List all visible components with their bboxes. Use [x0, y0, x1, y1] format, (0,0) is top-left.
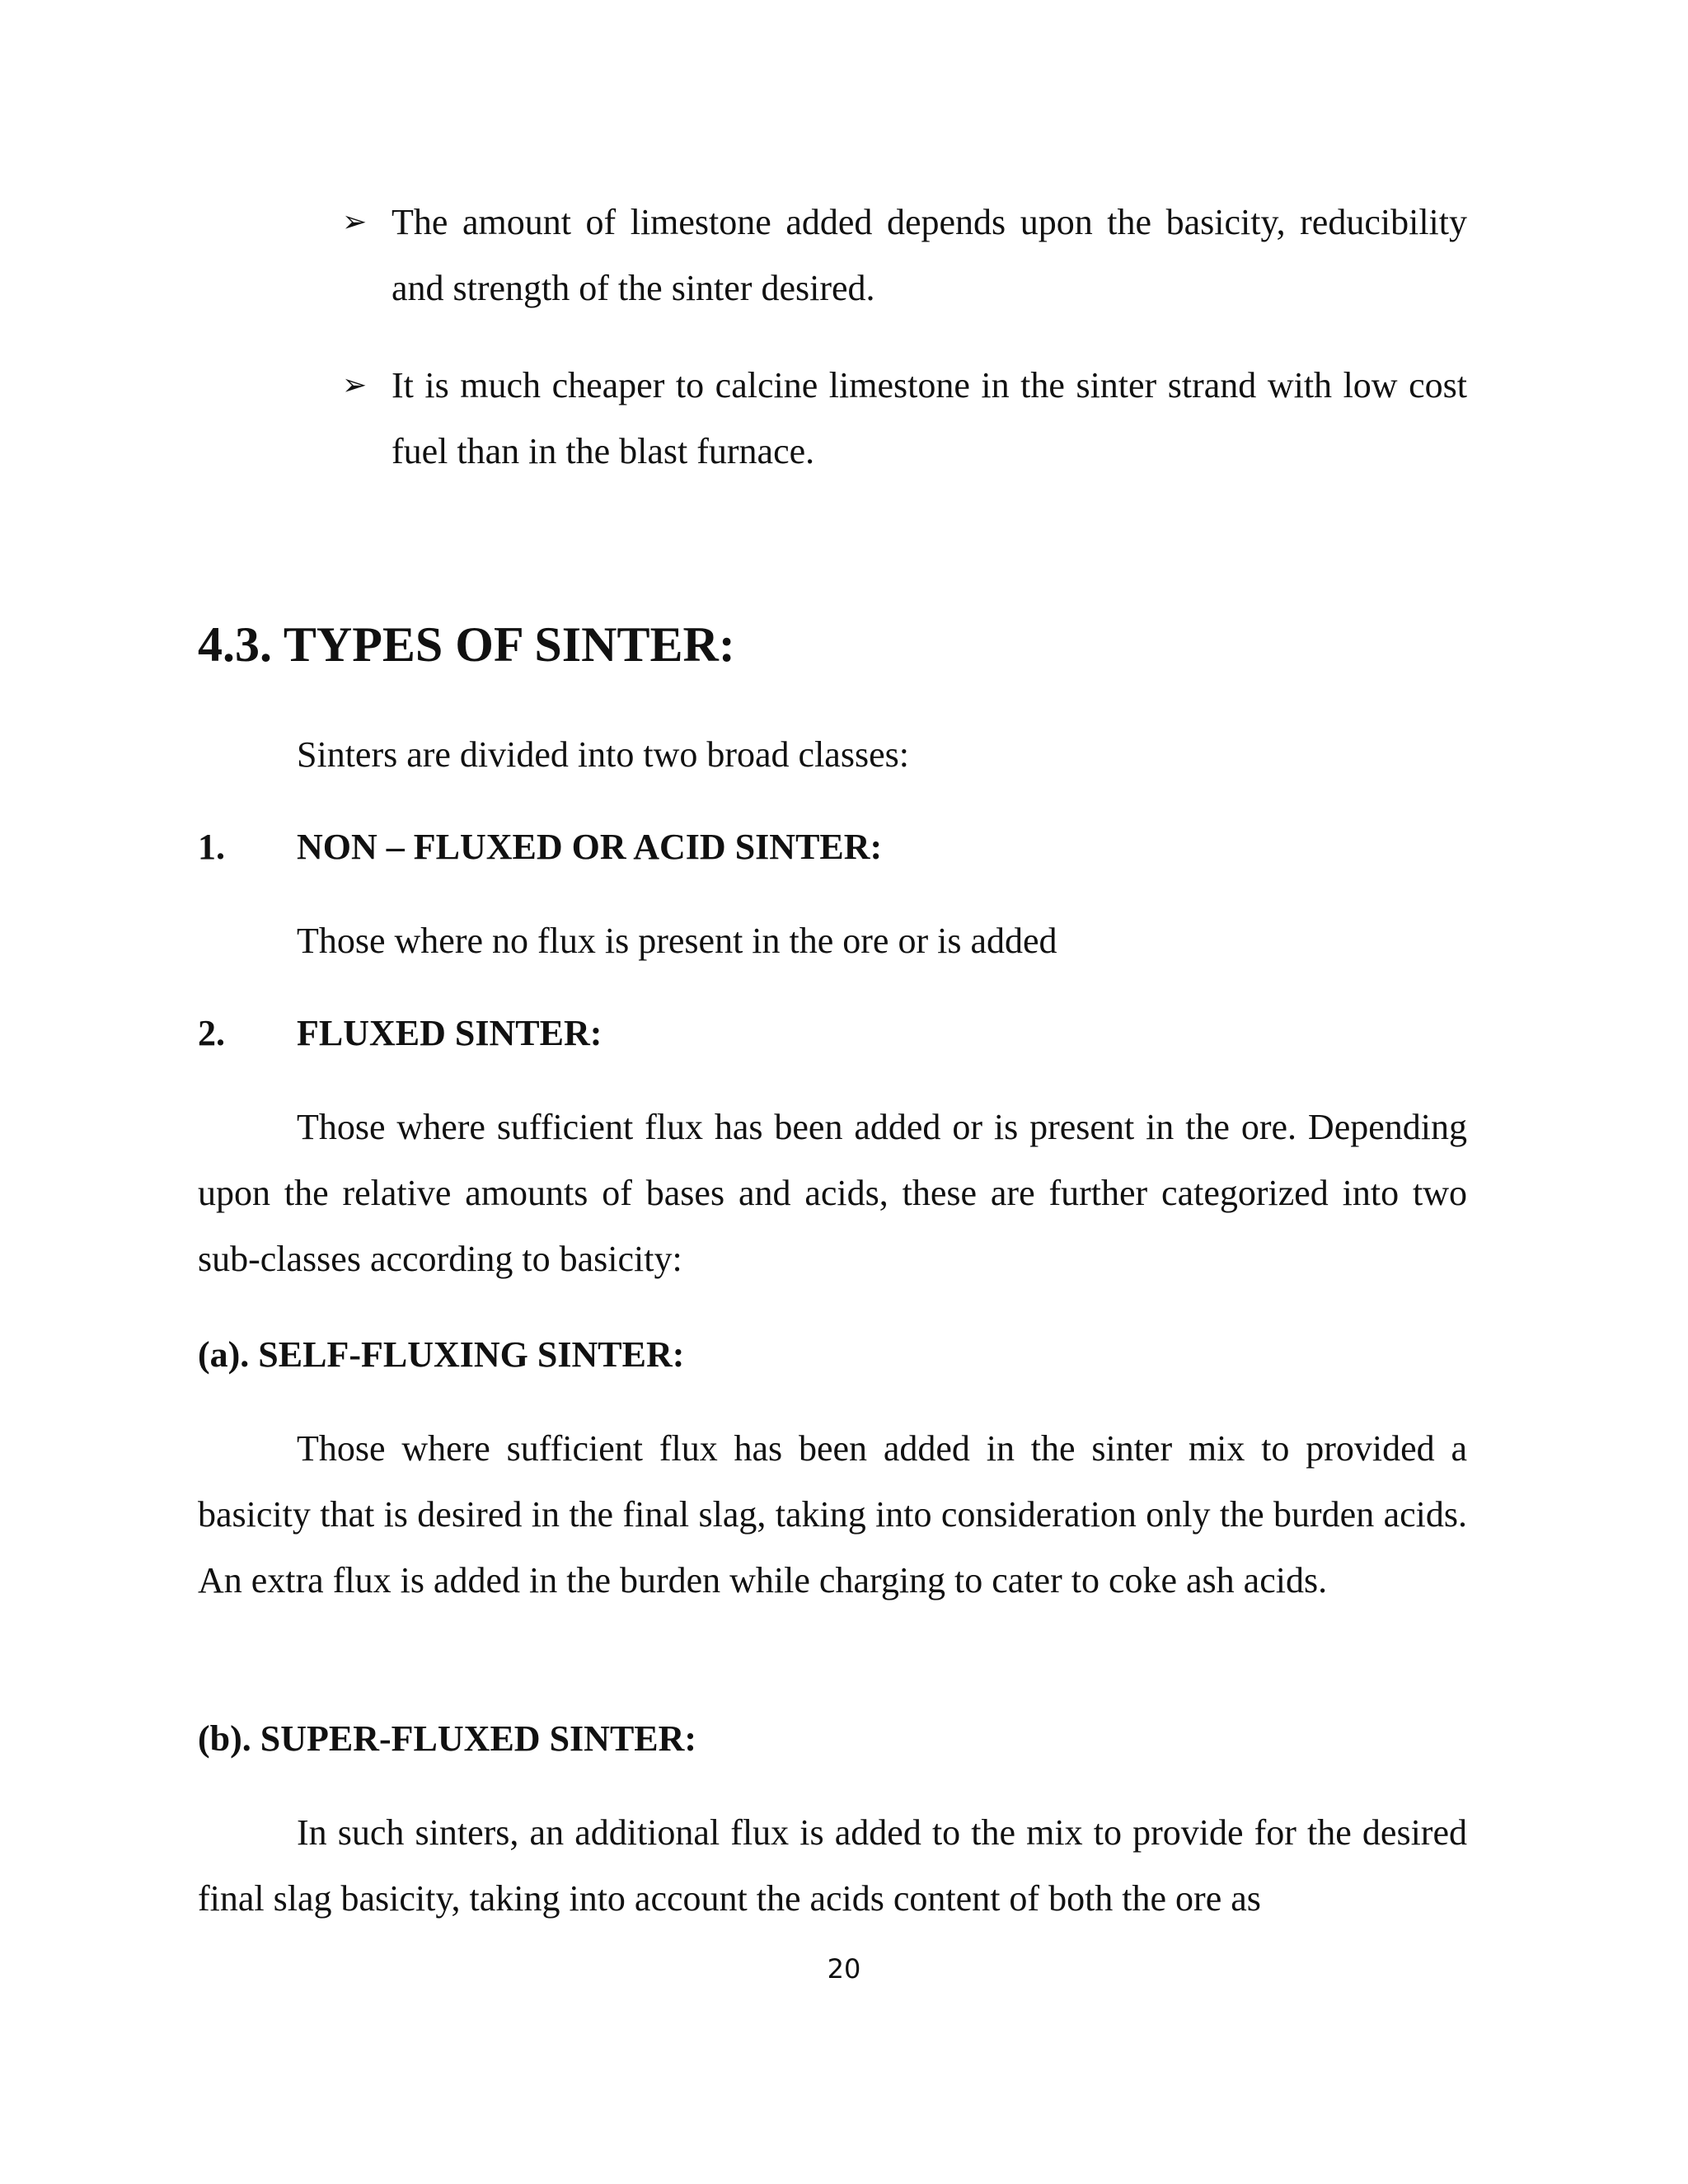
subclass-title: (b). SUPER-FLUXED SINTER: [198, 1718, 697, 1759]
page-number: 20 [827, 1953, 861, 1985]
subclass-title: (a). SELF-FLUXING SINTER: [198, 1334, 685, 1375]
bullet-item-limestone-amount [342, 190, 1467, 321]
section-intro: Sinters are divided into two broad classes: [297, 734, 909, 775]
subclass-description: In such sinters, an additional flux is added to the mix to provide for the desired final slag basicity, taking into account the acids content of both the ore as [198, 1812, 1467, 1919]
bullet-text: The amount of limestone added depends upon the basicity, reducibility and strength of the sinter desired. [392, 202, 1467, 308]
bullet-text: It is much cheaper to calcine limestone in the sinter strand with low cost fuel than in the blast furnace. [392, 365, 1467, 471]
class-number: 1. [198, 827, 225, 867]
class-title: NON – FLUXED OR ACID SINTER: [297, 827, 883, 867]
class-description: Those where no flux is present in the ore or is added [297, 921, 1057, 961]
arrow-bullet-icon: ➢ [342, 205, 368, 239]
section-heading: 4.3. TYPES OF SINTER: [198, 617, 735, 672]
class-description: Those where sufficient flux has been added or is present in the ore. Depending upon the relative amounts of bases and acids, these are further categorized into two sub-classes according to basicity: [198, 1107, 1467, 1279]
arrow-bullet-icon: ➢ [342, 368, 368, 402]
subclass-description: Those where sufficient flux has been added in the sinter mix to provided a basicity that is desired in the final slag, taking into consideration only the burden acids. An extra flux is added in the burden while charging to cater to coke ash acids. [198, 1428, 1467, 1601]
class-number: 2. [198, 1013, 225, 1053]
class-title: FLUXED SINTER: [297, 1013, 603, 1053]
bullet-item-calcine-cost [342, 353, 1467, 485]
